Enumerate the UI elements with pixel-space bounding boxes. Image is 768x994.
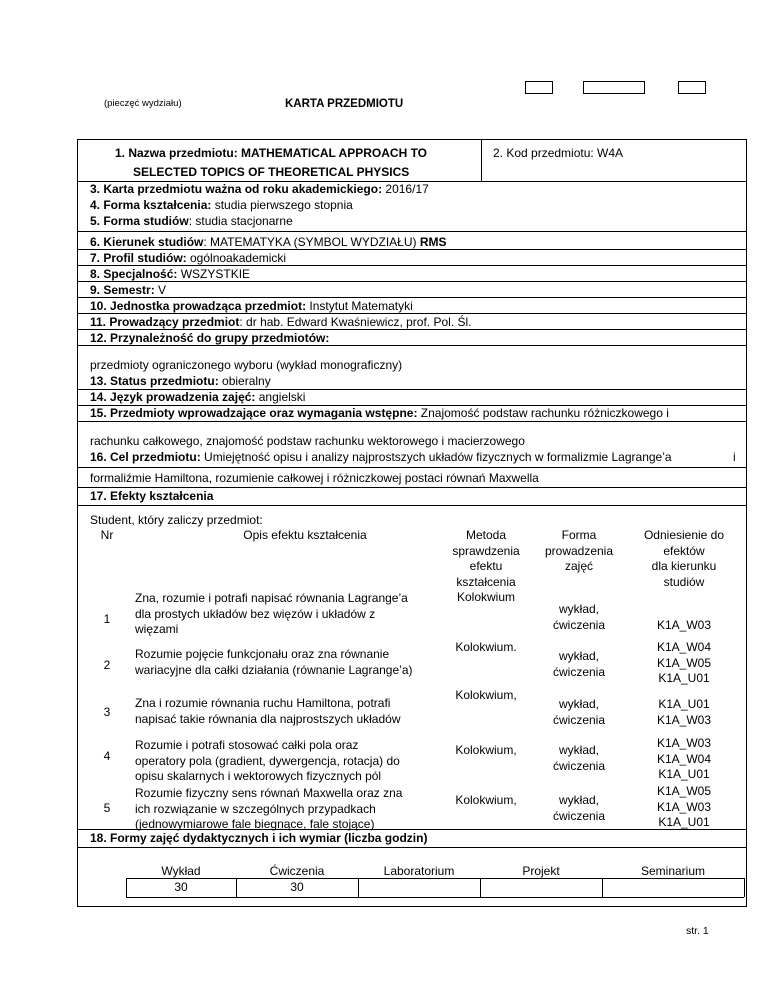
effects-row-3-metoda: Kolokwium,: [455, 688, 517, 702]
hours-table-edge: [358, 878, 359, 897]
effects-row-1-opis: [135, 591, 440, 638]
effects-row-4-ref-line: K1A_U01: [658, 767, 710, 781]
effects-header-forma-line: zajęć: [564, 559, 593, 573]
field-14-value: angielski: [255, 390, 306, 404]
effects-header-forma: [533, 528, 625, 575]
field-17-intro: Student, który zaliczy przedmiot:: [90, 513, 263, 527]
effects-header-odniesienie-line: studiów: [663, 574, 705, 589]
field-15: [90, 406, 669, 421]
hours-table-edge: [744, 878, 745, 897]
effects-row-5-opis-line: ich rozwiązanie w szczególnych przypadkach: [135, 801, 376, 816]
separator: [78, 467, 746, 468]
effects-row-4-ref: [625, 736, 743, 783]
effects-row-5-nr: 5: [103, 801, 111, 815]
effects-header-metoda-line: kształcenia: [456, 574, 516, 589]
effects-row-5-forma-line: ćwiczenia: [552, 808, 606, 823]
field-11-value: : dr hab. Edward Kwaśniewicz, prof. Pol. Śl.: [239, 315, 472, 329]
field-16: [90, 450, 672, 465]
field-7: [90, 251, 286, 266]
effects-row-4-forma-line: wykład,: [558, 743, 599, 757]
effects-row-3-ref-line: K1A_U01: [658, 697, 710, 711]
field-5-value: : studia stacjonarne: [188, 214, 293, 228]
effects-row-4-nr: 4: [103, 749, 111, 763]
field-13-value: obieralny: [218, 374, 271, 388]
field-10-label: 10. Jednostka prowadząca przedmiot:: [90, 299, 307, 313]
effects-row-4-ref-line: K1A_W03: [656, 736, 712, 750]
effects-header-odniesienie-line: efektów: [663, 543, 705, 558]
effects-row-5-opis: [135, 786, 440, 833]
field-9-label: 9. Semestr:: [90, 283, 155, 297]
field-6-symbol: RMS: [419, 235, 447, 249]
field-7-label: 7. Profil studiów:: [90, 251, 187, 265]
header-box-2: [583, 81, 645, 94]
effects-row-1-forma-line: wykład,: [558, 602, 599, 616]
effects-header-metoda: [440, 528, 532, 590]
effects-row-3-nr: 3: [103, 705, 111, 719]
hours-header-cwiczenia: Ćwiczenia: [269, 864, 325, 878]
field-4: [90, 198, 353, 213]
effects-row-5-opis-line: Rozumie fizyczny sens równań Maxwella oraz zna: [135, 786, 403, 800]
separator: [78, 421, 746, 422]
field-14: [90, 390, 305, 405]
effects-row-2-ref-line: K1A_W05: [656, 655, 712, 670]
field-16-trail: i: [733, 450, 736, 464]
header-box-3: [678, 81, 706, 94]
field-17-label: 17. Efekty kształcenia: [90, 489, 214, 503]
effects-row-1-opis-line: więzami: [135, 622, 179, 636]
field-15-label: 15. Przedmioty wprowadzające oraz wymagania wstępne:: [90, 406, 418, 420]
hours-value-cwiczenia: 30: [290, 880, 304, 894]
effects-row-5-ref: [625, 784, 743, 831]
effects-header-forma-line: prowadzenia: [544, 543, 614, 558]
effects-row-3-ref-line: K1A_W03: [656, 712, 712, 727]
effects-row-2-forma: [533, 649, 625, 680]
field-3-value: 2016/17: [382, 182, 429, 196]
effects-row-2-forma-line: wykład,: [558, 649, 599, 663]
effects-header-metoda-line: sprawdzenia: [452, 543, 520, 558]
effects-row-2-opis: [135, 647, 440, 678]
effects-row-3-opis-line: napisać takie równania dla najprostszych układów: [135, 711, 401, 726]
effects-row-1-forma: [533, 602, 625, 633]
field-1-course-name: 1. Nazwa przedmiotu: MATHEMATICAL APPROACH TO: [115, 146, 428, 160]
hours-table-bottom: [126, 897, 744, 898]
code-divider: [481, 139, 482, 181]
field-11: [90, 315, 472, 330]
separator: [78, 505, 746, 506]
field-12-label: 12. Przynależność do grupy przedmiotów:: [90, 331, 330, 345]
field-8-label: 8. Specjalność:: [90, 267, 178, 281]
separator: [78, 487, 746, 488]
field-3: [90, 182, 429, 197]
hours-table-edge: [480, 878, 481, 897]
field-8-value: WSZYSTKIE: [177, 267, 251, 281]
field-4-value: studia pierwszego stopnia: [211, 198, 353, 212]
effects-row-4-opis-line: opisu skalarnych i wektorowych fizycznych pól: [135, 769, 382, 783]
faculty-stamp-label: (pieczęć wydziału): [104, 98, 182, 109]
hours-header-wyklad: Wykład: [161, 864, 201, 878]
effects-row-4-opis-line: Rozumie i potrafi stosować całki pola oraz: [135, 738, 359, 752]
field-9-value: V: [154, 283, 167, 297]
effects-header-opis: Opis efektu kształcenia: [243, 528, 367, 542]
effects-row-3-opis-line: Zna i rozumie równania ruchu Hamiltona, potrafi: [135, 696, 391, 710]
field-10-value: Instytut Matematyki: [306, 299, 413, 313]
effects-header-nr: Nr: [100, 528, 114, 542]
field-11-label: 11. Prowadzący przedmiot: [90, 315, 240, 329]
effects-row-3-forma-line: wykład,: [558, 697, 599, 711]
field-15-cont: rachunku całkowego, znajomość podstaw rachunku wektorowego i macierzowego: [90, 434, 525, 448]
field-3-label: 3. Karta przedmiotu ważna od roku akademickiego:: [90, 182, 383, 196]
effects-row-2-nr: 2: [103, 658, 111, 672]
effects-row-5-forma: [533, 793, 625, 824]
effects-row-5-opis-line: (jednowymiarowe fale biegnące, fale stojące): [135, 817, 375, 831]
separator: [78, 829, 746, 830]
field-16-value: Umiejętność opisu i analizy najprostszych układów fizycznych w formalizmie Lagrange’a: [200, 450, 672, 464]
effects-row-1-opis-line: dla prostych układów bez więzów i układów z: [135, 606, 376, 621]
field-13-label: 13. Status przedmiotu:: [90, 374, 219, 388]
separator: [78, 847, 746, 848]
effects-row-2-ref: [625, 640, 743, 687]
effects-row-5-ref-line: K1A_W03: [656, 799, 712, 814]
effects-row-2-ref-line: K1A_W04: [656, 640, 712, 654]
hours-value-wyklad: 30: [174, 880, 188, 894]
field-10: [90, 299, 413, 314]
effects-header-odniesienie-line: dla kierunku: [651, 559, 717, 573]
separator: [78, 297, 746, 298]
hours-header-seminarium: Seminarium: [640, 864, 706, 878]
field-16-cont: formaliźmie Hamiltona, rozumienie całkowej i różniczkowej postaci równań Maxwella: [90, 471, 539, 485]
effects-row-1-metoda: Kolokwium: [456, 590, 516, 604]
field-5: [90, 214, 293, 229]
effects-row-1-nr: 1: [103, 612, 111, 626]
effects-row-1-ref: [625, 618, 743, 634]
effects-row-2-ref-line: K1A_U01: [658, 671, 710, 685]
effects-row-5-ref-line: K1A_W05: [656, 784, 712, 798]
field-15-value: Znajomość podstaw rachunku różniczkowego i: [417, 406, 669, 420]
effects-header-odniesienie-line: Odniesienie do: [643, 528, 725, 542]
effects-row-3-forma: [533, 697, 625, 728]
effects-row-4-forma-line: ćwiczenia: [552, 758, 606, 773]
field-6-label: 6. Kierunek studiów: [90, 235, 204, 249]
effects-row-3-opis: [135, 696, 440, 727]
effects-row-2-metoda: Kolokwium.: [455, 640, 517, 654]
document-title: KARTA PRZEDMIOTU: [285, 98, 404, 110]
effects-row-3-ref: [625, 697, 743, 728]
hours-table-edge: [602, 878, 603, 897]
effects-header-metoda-line: Metoda: [465, 528, 507, 542]
field-18-label: 18. Formy zajęć dydaktycznych i ich wymiar (liczba godzin): [90, 831, 428, 845]
page-number: str. 1: [686, 925, 709, 937]
field-13: [90, 374, 271, 389]
field-12-value: przedmioty ograniczonego wyboru (wykład monograficzny): [90, 358, 403, 372]
field-7-value: ogólnoakademicki: [186, 251, 287, 265]
effects-row-4-ref-line: K1A_W04: [656, 751, 712, 766]
effects-row-1-ref-line: K1A_W03: [656, 618, 712, 632]
field-2-course-code: 2. Kod przedmiotu: W4A: [493, 146, 624, 160]
hours-header-laboratorium: Laboratorium: [383, 864, 455, 878]
field-1-course-name-cont: SELECTED TOPICS OF THEORETICAL PHYSICS: [133, 165, 410, 179]
effects-row-2-forma-line: ćwiczenia: [552, 664, 606, 679]
header-box-1: [525, 81, 553, 94]
effects-row-2-opis-line: wariacyjne dla całki działania (równanie Lagrange’a): [135, 662, 413, 677]
field-6: [90, 235, 447, 250]
field-4-label: 4. Forma kształcenia:: [90, 198, 212, 212]
effects-header-metoda-line: efektu: [469, 559, 503, 573]
effects-row-1-opis-line: Zna, rozumie i potrafi napisać równania Lagrange’a: [135, 591, 408, 605]
field-9: [90, 283, 166, 298]
separator: [78, 231, 746, 232]
field-6-value: : MATEMATYKA (SYMBOL WYDZIAŁU): [203, 235, 420, 249]
effects-row-4-opis: [135, 738, 440, 785]
effects-row-3-forma-line: ćwiczenia: [552, 712, 606, 727]
effects-row-5-metoda: Kolokwium,: [455, 793, 517, 807]
field-16-label: 16. Cel przedmiotu:: [90, 450, 201, 464]
effects-header-forma-line: Forma: [561, 528, 597, 542]
effects-row-5-ref-line: K1A_U01: [658, 815, 710, 829]
field-5-label: 5. Forma studiów: [90, 214, 189, 228]
effects-row-4-opis-line: operatory pola (gradient, dywergencja, rotacja) do: [135, 753, 400, 768]
effects-header-odniesienie: [625, 528, 743, 590]
effects-row-4-forma: [533, 743, 625, 774]
hours-header-projekt: Projekt: [522, 864, 560, 878]
effects-row-4-metoda: Kolokwium,: [455, 743, 517, 757]
effects-row-1-forma-line: ćwiczenia: [552, 617, 606, 632]
effects-row-2-opis-line: Rozumie pojęcie funkcjonału oraz zna równanie: [135, 647, 390, 661]
field-8: [90, 267, 250, 282]
field-14-label: 14. Język prowadzenia zajęć:: [90, 390, 256, 404]
effects-row-5-forma-line: wykład,: [558, 793, 599, 807]
